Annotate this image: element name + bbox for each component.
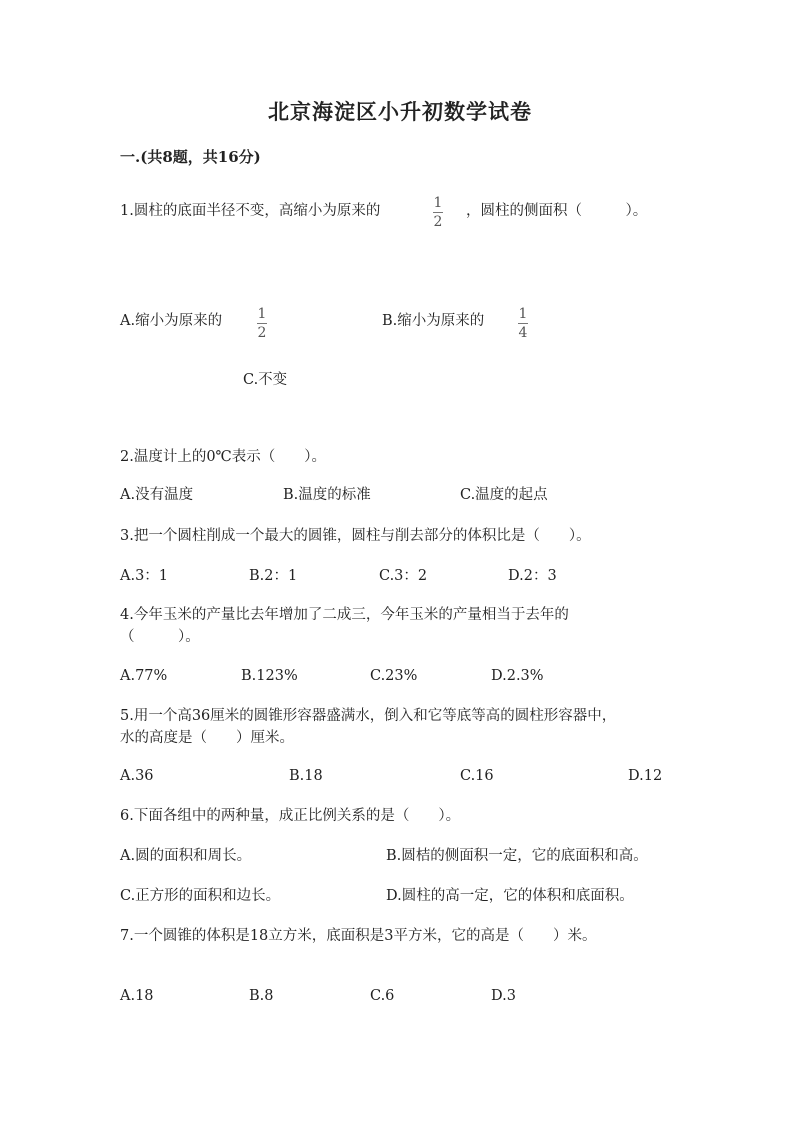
question-3-option-c[interactable]: C.3：2 (379, 568, 428, 584)
question-5-option-a[interactable]: A.36 (120, 768, 154, 784)
fraction-bar (257, 323, 267, 324)
page-title: 北京海淀区小升初数学试卷 (268, 99, 532, 124)
question-1-stem-a: 1.圆柱的底面半径不变，高缩小为原来的 (120, 203, 381, 219)
question-1-fraction (433, 195, 443, 230)
question-5-option-b[interactable]: B.18 (289, 768, 323, 784)
question-3-stem: 3.把一个圆柱削成一个最大的圆锥，圆柱与削去部分的体积比是（ ）。 (120, 528, 591, 544)
fraction-bar (518, 323, 528, 324)
fraction-numerator: 1 (257, 306, 267, 322)
question-3-option-a[interactable]: A.3：1 (120, 568, 169, 584)
question-4-stem-line-2: （ ）。 (120, 629, 200, 645)
question-5-option-c[interactable]: C.16 (460, 768, 494, 784)
question-4-option-b[interactable]: B.123% (241, 668, 298, 684)
question-1-stem-b: ，圆柱的侧面积（ ）。 (466, 203, 648, 219)
option-b-fraction (518, 306, 528, 341)
question-6-option-c[interactable]: C.正方形的面积和边长。 (120, 888, 281, 904)
question-7-option-b[interactable]: B.8 (249, 988, 274, 1004)
question-2-stem: 2.温度计上的0℃表示（ ）。 (120, 449, 327, 465)
fraction-denominator: 2 (433, 214, 443, 230)
question-1-option-c[interactable]: C.不变 (243, 372, 288, 388)
question-7-stem: 7.一个圆锥的体积是18立方米，底面积是3平方米，它的高是（ ）米。 (120, 928, 597, 944)
question-3-option-b[interactable]: B.2：1 (249, 568, 298, 584)
fraction-denominator: 4 (518, 325, 528, 341)
question-4-option-d[interactable]: D.2.3% (491, 668, 544, 684)
question-6-option-b[interactable]: B.圆桔的侧面积一定，它的底面积和高。 (386, 848, 648, 864)
question-6-option-a[interactable]: A.圆的面积和周长。 (120, 848, 252, 864)
question-2-option-b[interactable]: B.温度的标准 (283, 487, 371, 503)
fraction-numerator: 1 (518, 306, 528, 322)
question-5-stem-line-2: 水的高度是（ ）厘米。 (120, 730, 294, 746)
question-7-option-a[interactable]: A.18 (120, 988, 154, 1004)
question-2-option-a[interactable]: A.没有温度 (120, 487, 194, 503)
question-3-option-d[interactable]: D.2：3 (508, 568, 557, 584)
question-4-stem-line-1: 4.今年玉米的产量比去年增加了二成三，今年玉米的产量相当于去年的 (120, 607, 569, 623)
question-2-option-c[interactable]: C.温度的起点 (460, 487, 548, 503)
fraction-denominator: 2 (257, 325, 267, 341)
question-6-option-d[interactable]: D.圆柱的高一定，它的体积和底面积。 (386, 888, 634, 904)
question-5-option-d[interactable]: D.12 (628, 768, 663, 784)
question-4-option-c[interactable]: C.23% (370, 668, 418, 684)
question-6-stem: 6.下面各组中的两种量，成正比例关系的是（ ）。 (120, 808, 461, 824)
fraction-numerator: 1 (433, 195, 443, 211)
section-heading: 一.(共8题，共16分) (120, 148, 261, 166)
fraction-bar (433, 212, 443, 213)
question-4-option-a[interactable]: A.77% (120, 668, 168, 684)
question-7-option-d[interactable]: D.3 (491, 988, 516, 1004)
question-1-option-a[interactable]: A.缩小为原来的 (120, 313, 223, 329)
option-a-fraction (257, 306, 267, 341)
question-1-option-b[interactable]: B.缩小为原来的 (382, 313, 485, 329)
question-5-stem-line-1: 5.用一个高36厘米的圆锥形容器盛满水，倒入和它等底等高的圆柱形容器中， (120, 708, 617, 724)
question-7-option-c[interactable]: C.6 (370, 988, 395, 1004)
